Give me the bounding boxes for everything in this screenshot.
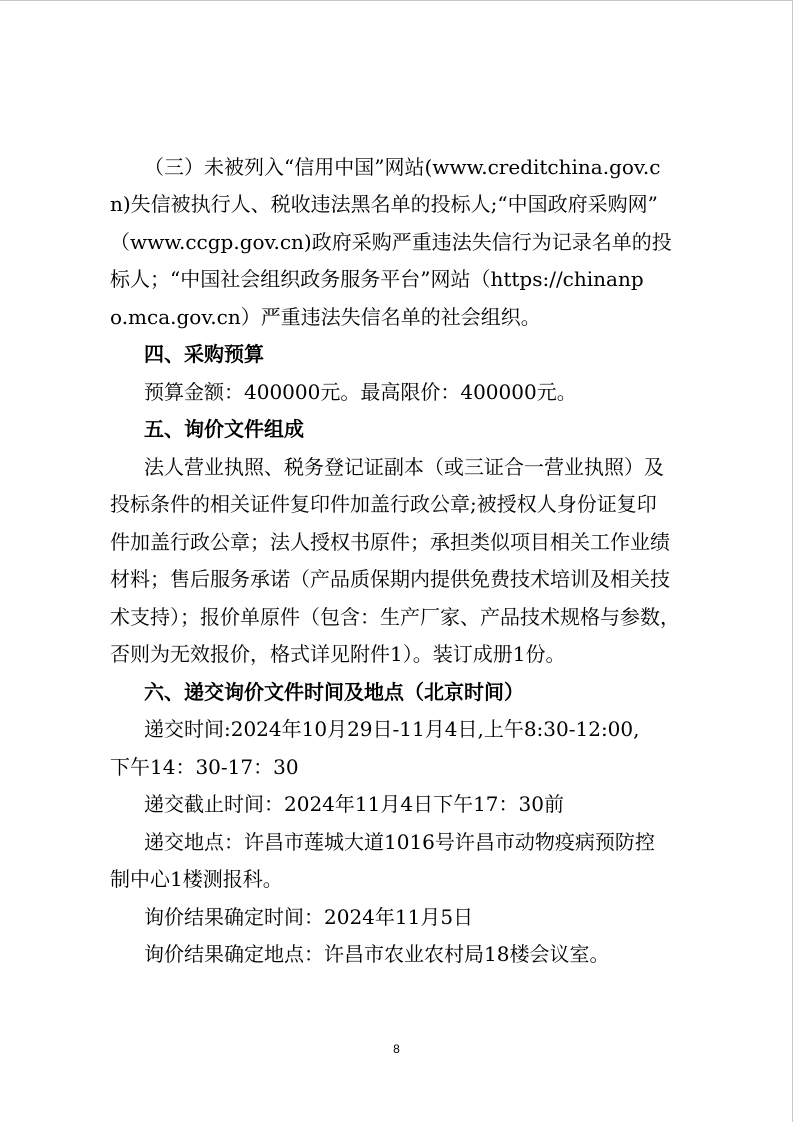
paragraph-line: 术支持）；报价单原件（包含：生产厂家、产品技术规格与参数， (110, 605, 680, 629)
section-heading: 四、采购预算 (144, 342, 264, 366)
result-time-line: 询价结果确定时间：2024年11月5日 (144, 905, 474, 929)
location-line: 制中心1楼测报科。 (110, 867, 283, 891)
paragraph-line: 件加盖行政公章；法人授权书原件；承担类似项目相关工作业绩 (110, 530, 670, 554)
paragraph-line: 投标条件的相关证件复印件加盖行政公章;被授权人身份证复印 (110, 492, 657, 516)
paragraph-line: （www.ccgp.gov.cn)政府采购严重违法失信行为记录名单的投 (110, 230, 672, 254)
submit-time-line: 递交时间:2024年10月29日-11月4日,上午8:30-12:00, (144, 717, 640, 741)
paragraph-line: 材料；售后服务承诺（产品质保期内提供免费技术培训及相关技 (110, 567, 670, 591)
section-heading: 六、递交询价文件时间及地点（北京时间） (144, 680, 524, 704)
paragraph-line: （三）未被列入“信用中国”网站(www.creditchina.gov.c (144, 155, 661, 179)
section-heading: 五、询价文件组成 (144, 417, 304, 441)
deadline-line: 递交截止时间：2024年11月4日下午17：30前 (144, 792, 564, 816)
result-location-line: 询价结果确定地点：许昌市农业农村局18楼会议室。 (144, 942, 610, 966)
location-line: 递交地点：许昌市莲城大道1016号许昌市动物疫病预防控 (144, 830, 655, 854)
budget-line: 预算金额：400000元。最高限价：400000元。 (144, 380, 577, 404)
paragraph-line: n)失信被执行人、税收违法黑名单的投标人;“中国政府采购网” (110, 192, 658, 216)
page-number: 8 (393, 1042, 400, 1056)
paragraph-line: 否则为无效报价，格式详见附件1）。装订成册1份。 (110, 642, 566, 666)
submit-time-line: 下午14：30-17：30 (110, 755, 299, 779)
paragraph-line: 标人；“中国社会组织政务服务平台”网站（https://chinanp (110, 267, 644, 291)
paragraph-line: o.mca.gov.cn）严重违法失信名单的社会组织。 (110, 305, 541, 329)
paragraph-line: 法人营业执照、税务登记证副本（或三证合一营业执照）及 (144, 455, 664, 479)
